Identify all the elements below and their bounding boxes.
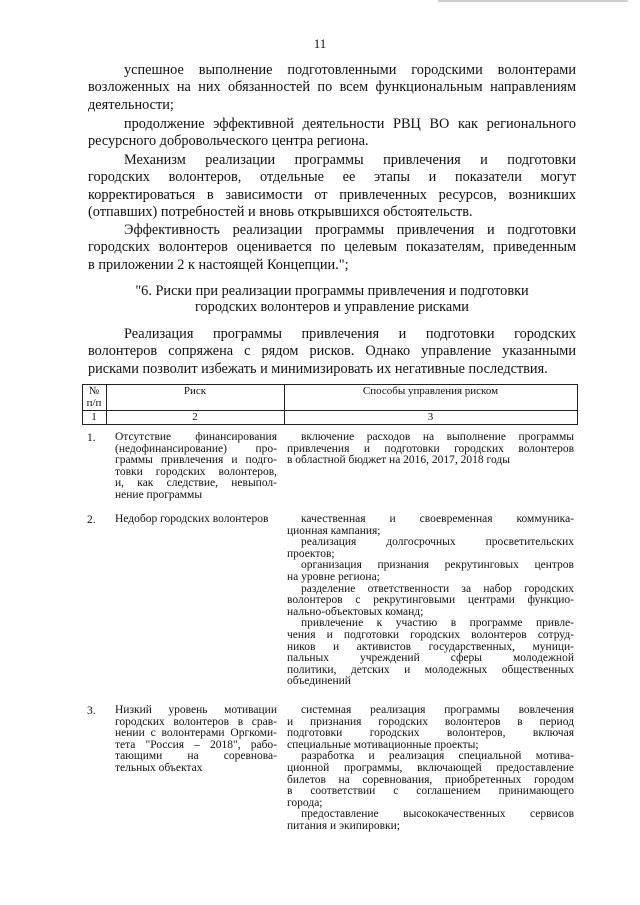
text-line: в соответствии с соглашением принимающего bbox=[287, 785, 574, 798]
methods-cell bbox=[287, 705, 574, 833]
page-edge-mark bbox=[438, 0, 628, 2]
text-line: Недобор городских волонтеров bbox=[115, 513, 269, 525]
text-line: включение расходов на выполнение программы bbox=[301, 431, 574, 443]
index-cell: 1 bbox=[91, 411, 97, 423]
text-line: предоставление высококачественных сервисов bbox=[301, 808, 574, 821]
risks-intro-paragraph bbox=[88, 326, 576, 378]
text-line: рисками позволит избежать и минимизировать их негативные последствия. bbox=[88, 360, 548, 377]
text-line: чения и подготовки городских волонтеров сотруд- bbox=[287, 628, 574, 641]
text-line: нение программы bbox=[115, 488, 203, 501]
text-line: проектов; bbox=[287, 547, 335, 560]
rvc-paragraph bbox=[88, 116, 576, 151]
text-line: ционная кампания; bbox=[287, 524, 381, 537]
index-cell: 2 bbox=[192, 411, 198, 423]
text-line: городских волонтеров оценивается по целевым показателям, приведенным bbox=[88, 239, 576, 256]
methods-cell bbox=[287, 432, 574, 467]
section-heading bbox=[88, 283, 576, 315]
text-line: организация признания рекрутинговых центров bbox=[301, 559, 574, 572]
text-line: тельных объектах bbox=[115, 761, 203, 774]
table-rule bbox=[577, 384, 578, 425]
text-line: волонтеров с рекрутинговыми центрами функцио- bbox=[287, 594, 574, 607]
header-risk: Риск bbox=[183, 385, 207, 397]
text-line: билетов на соревнования, приобретенных городом bbox=[287, 773, 574, 786]
table-rule bbox=[82, 424, 578, 425]
text-line: ресурсного добровольческого центра региона. bbox=[88, 133, 369, 150]
text-line: системная реализация программы вовлечения bbox=[301, 704, 574, 716]
row-number: 1. bbox=[87, 432, 96, 444]
risk-cell bbox=[115, 514, 277, 526]
risk-cell bbox=[115, 705, 277, 775]
text-line: и признания городских волонтеров в период bbox=[287, 715, 574, 728]
text-line: тающими на соревнова- bbox=[115, 750, 277, 763]
text-line: городских волонтеров в срав- bbox=[115, 715, 277, 728]
text-line: политики, детских и молодежных общественных bbox=[287, 663, 574, 676]
risk-cell bbox=[115, 432, 277, 502]
header-num: № п/п bbox=[86, 385, 102, 409]
header-methods: Способы управления риском bbox=[362, 385, 499, 397]
text-line: волонтеров сопряжена с рядом рисков. Однако управление указанными bbox=[88, 343, 576, 360]
risks-table-header bbox=[82, 384, 578, 425]
text-line: тета "Россия – 2018", рабо- bbox=[115, 738, 277, 751]
row-number: 3. bbox=[87, 705, 96, 717]
text-line: объединений bbox=[287, 675, 351, 688]
text-line: Отсутствие финансирования bbox=[115, 431, 277, 443]
text-line: (недофинансирование) про- bbox=[115, 442, 277, 455]
index-cell: 3 bbox=[427, 411, 434, 423]
efficiency-paragraph bbox=[88, 222, 576, 274]
text-line: качественная и своевременная коммуника- bbox=[301, 513, 574, 525]
text-line: ционной программы, включающей предоставление bbox=[287, 761, 574, 774]
methods-cell bbox=[287, 514, 574, 688]
text-line: города; bbox=[287, 796, 323, 809]
text-line: нально-объектовых команд; bbox=[287, 605, 424, 618]
text-line: разделение ответственности за набор городских bbox=[301, 582, 574, 595]
text-line: в приложении 2 к настоящей Концепции."; bbox=[88, 256, 349, 273]
text-line: Эффективность реализации программы привлечения и подготовки bbox=[124, 222, 576, 238]
text-line: деятельности; bbox=[88, 96, 174, 113]
page-number: 11 bbox=[313, 36, 327, 51]
text-line: городских волонтеров, отдельные ее этапы и показатели могут bbox=[88, 169, 576, 186]
text-line: Реализация программы привлечения и подготовки городских bbox=[124, 326, 576, 342]
text-line: реализация долгосрочных просветительских bbox=[301, 536, 574, 549]
text-line: ников и активистов государственных, муници- bbox=[287, 640, 574, 653]
text-line: корректироваться в зависимости от привлеченных ресурсов, возникших bbox=[88, 186, 576, 203]
text-line: привлечения и подготовки городских волонтеров bbox=[287, 442, 574, 455]
section-heading-line: городских волонтеров и управление рисками bbox=[195, 299, 469, 315]
text-line: товки городских волонтеров, bbox=[115, 465, 277, 478]
text-line: подготовки городских волонтеров, включая bbox=[287, 727, 574, 740]
mechanism-paragraph bbox=[88, 152, 576, 221]
text-line: нении с волонтерами Оргкоми- bbox=[115, 727, 277, 740]
text-line: Механизм реализации программы привлечения и подготовки bbox=[124, 152, 576, 168]
text-line: в областной бюджет на 2016, 2017, 2018 годы bbox=[287, 454, 510, 467]
text-line: на уровне региона; bbox=[287, 570, 380, 583]
row-number: 2. bbox=[87, 514, 96, 526]
text-line: продолжение эффективной деятельности РВЦ ВО как регионального bbox=[124, 116, 576, 132]
text-line: (отпавших) потребностей и вновь открывшихся обстоятельств. bbox=[88, 203, 473, 220]
text-line: возложенных на них обязанностей по всем функциональным направлениям bbox=[88, 79, 576, 96]
text-line: Низкий уровень мотивации bbox=[115, 704, 277, 716]
intro-paragraph bbox=[88, 62, 576, 114]
text-line: питания и экипировки; bbox=[287, 819, 400, 832]
section-heading-line: "6. Риски при реализации программы привлечения и подготовки bbox=[135, 283, 529, 299]
text-line: и, как следствие, невыпол- bbox=[115, 477, 277, 490]
text-line: специальные мотивационные проекты; bbox=[287, 738, 479, 751]
text-line: привлечение к участию в программе привле- bbox=[301, 617, 574, 630]
text-line: разработка и реализация специальной мотива- bbox=[301, 750, 574, 763]
text-line: пальных учреждений сферы молодежной bbox=[287, 652, 574, 665]
text-line: граммы привлечения и подго- bbox=[115, 454, 277, 467]
text-line: успешное выполнение подготовленными городскими волонтерами bbox=[124, 62, 576, 78]
